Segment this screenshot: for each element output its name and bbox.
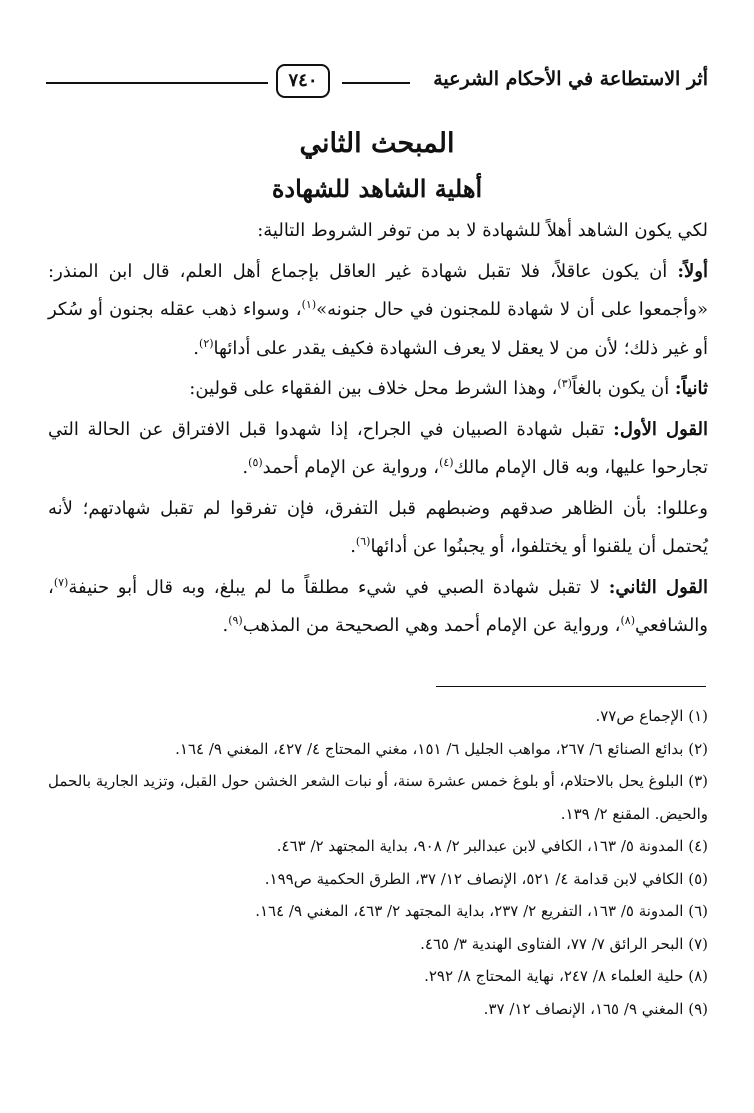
- second-opinion-label: القول الثاني:: [608, 576, 708, 598]
- first-condition-label: أولاً:: [677, 260, 708, 282]
- second-condition-label: ثانياً:: [674, 378, 708, 399]
- footnote-2: (٢) بدائع الصنائع ٦/ ٢٦٧، مواهب الجليل ٦/ ١٥١، مغني المحتاج ٤/ ٤٢٧، المغني ٩/ ١٦٤.: [175, 739, 708, 758]
- footnote-ref: (٩): [228, 614, 243, 627]
- second-condition-text-cont: ، وهذا الشرط محل خلاف بين الفقهاء على قولين:: [189, 378, 558, 399]
- footnote-8: (٨) حلية العلماء ٨/ ٢٤٧، نهاية المحتاج ٨/ ٢٩٢.: [424, 967, 708, 985]
- footnote-ref: (٦): [355, 535, 371, 548]
- first-condition-text-cont: ، وسواء ذهب عقله بجنون أو سُكر أو غير ذلك؛ لأن من لا يعقل لا يعرف الشهادة فكيف يقدر على أدائها: [48, 299, 708, 359]
- footnote-ref: (١): [301, 298, 317, 311]
- footnote-ref: (٨): [620, 614, 635, 627]
- sentence-end: .: [193, 337, 200, 359]
- footnote-ref: (٢): [199, 336, 214, 350]
- footnote-5: (٥) الكافي لابن قدامة ٤/ ٥٢١، الإنصاف ١٢/ ٣٧، الطرق الحكمية ص١٩٩.: [264, 869, 708, 888]
- header-rule-right: [342, 82, 410, 84]
- first-opinion-label: القول الأول:: [613, 418, 708, 440]
- paragraph-first-opinion: [48, 411, 708, 488]
- second-opinion-text-end: ، ورواية عن الإمام أحمد وهي الصحيحة من المذهب: [242, 615, 621, 636]
- sentence-end: .: [222, 615, 229, 636]
- footnote-4: (٤) المدونة ٥/ ١٦٣، الكافي لابن عبدالبر ٢/ ٩٠٨، بداية المجتهد ٢/ ٤٦٣.: [276, 837, 708, 855]
- footnotes: [48, 700, 708, 1025]
- section-subtitle: أهلية الشاهد للشهادة: [271, 174, 483, 203]
- footnote-6: (٦) المدونة ٥/ ١٦٣، التفريع ٢/ ٢٣٧، بداية المجتهد ٢/ ٤٦٣، المغني ٩/ ١٦٤.: [255, 902, 708, 920]
- section-title: المبحث الثاني: [299, 128, 455, 159]
- body-text: [48, 212, 708, 646]
- paragraph-reasoning: [48, 490, 708, 567]
- second-opinion-text-cont: ، والشافعي: [48, 576, 708, 636]
- footnote-3: (٣) البلوغ يحل بالاحتلام، أو بلوغ خمس عشرة سنة، أو نبات الشعر الخشن حول القبل، وتزيد الجارية بالحمل والحيض. المقنع ٢/ ١٣٩.: [48, 772, 708, 823]
- first-opinion-text-cont: ، ورواية عن الإمام أحمد: [262, 457, 440, 478]
- page-header: [46, 60, 708, 100]
- first-opinion-text: تقبل شهادة الصبيان في الجراح، إذا شهدوا قبل الافتراق عن الحالة التي تجارحوا عليها، وبه قال الإمام مالك: [48, 418, 708, 478]
- first-condition-text: أن يكون عاقلاً، فلا تقبل شهادة غير العاقل بإجماع أهل العلم، قال ابن المنذر: «وأجمعوا على أن لا شهادة للمجنون في حال جنونه»: [48, 260, 708, 320]
- footnote-separator: [436, 686, 706, 687]
- footnote-1: (١) الإجماع ص٧٧.: [595, 707, 708, 725]
- second-condition-text: أن يكون بالغاً: [571, 378, 675, 399]
- header-rule-left: [46, 82, 268, 84]
- reasoning-text: وعللوا: بأن الظاهر صدقهم وضبطهم قبل التفرق، فإن تفرقوا لم تقبل شهادتهم؛ لأنه يُحتمل أن يلقنوا أو يختلفوا، أو يجبنُوا عن أدائها: [48, 497, 708, 557]
- paragraph-second-condition: [48, 370, 708, 409]
- page-number: ٧٤٠: [276, 64, 330, 98]
- footnote-ref: (٣): [557, 377, 572, 390]
- sentence-end: .: [350, 536, 356, 557]
- second-opinion-text: لا تقبل شهادة الصبي في شيء مطلقاً ما لم يبلغ، وبه قال أبو حنيفة: [68, 576, 609, 598]
- footnote-ref: (٤): [439, 456, 454, 469]
- footnote-7: (٧) البحر الرائق ٧/ ٧٧، الفتاوى الهندية ٣/ ٤٦٥.: [420, 934, 708, 953]
- paragraph-intro: لكي يكون الشاهد أهلاً للشهادة لا بد من توفر الشروط التالية:: [257, 220, 708, 241]
- footnote-ref: (٥): [248, 456, 263, 469]
- book-title: أثر الاستطاعة في الأحكام الشرعية: [433, 68, 708, 90]
- footnote-9: (٩) المغني ٩/ ١٦٥، الإنصاف ١٢/ ٣٧.: [483, 999, 708, 1018]
- paragraph-first-condition: [48, 253, 708, 369]
- paragraph-second-opinion: [48, 569, 708, 646]
- sentence-end: .: [242, 457, 249, 478]
- footnote-ref: (٧): [53, 575, 69, 589]
